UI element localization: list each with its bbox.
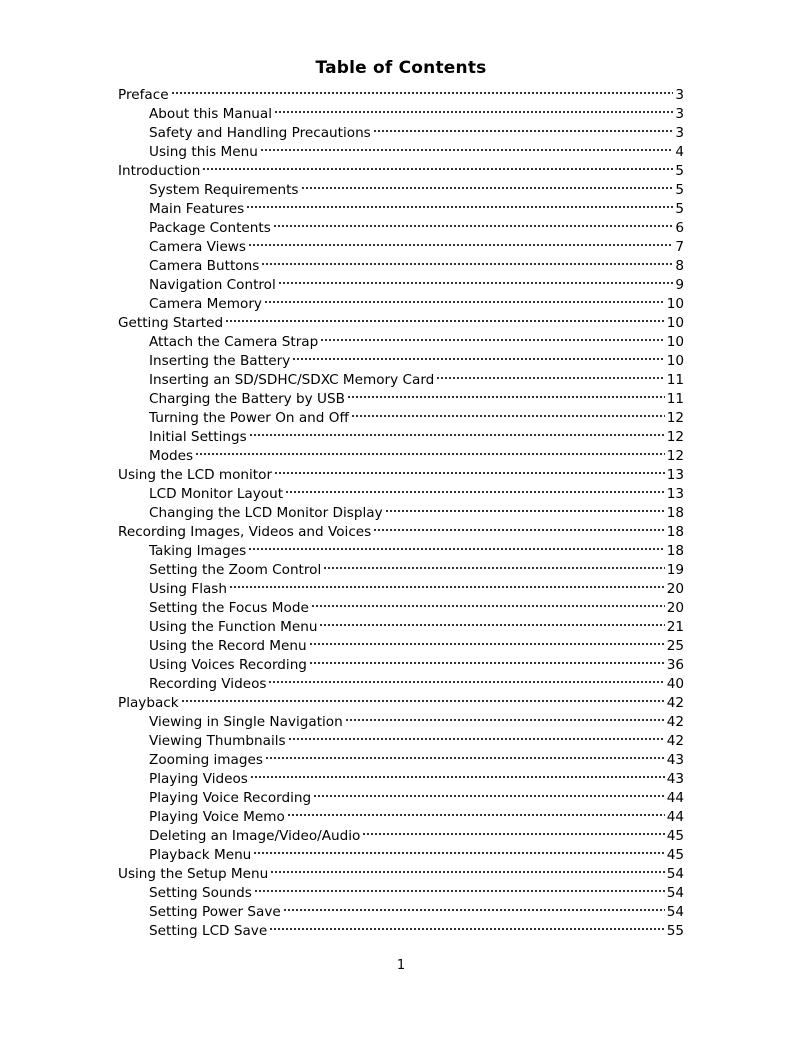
toc-entry-label: Getting Started (118, 315, 224, 331)
toc-section-entry[interactable] (118, 694, 684, 713)
dot-leader (250, 774, 665, 780)
page-title: Table of Contents (315, 58, 487, 78)
toc-entry-page-number: 6 (675, 220, 684, 236)
toc-entry-label: Setting Sounds (149, 885, 252, 901)
toc-entry-page-number: 12 (666, 448, 684, 464)
dot-leader (181, 698, 665, 704)
toc-entry-page-number: 5 (675, 201, 684, 217)
toc-entry-label: System Requirements (149, 182, 299, 198)
toc-entry-label: Using Flash (149, 581, 227, 597)
dot-leader (248, 546, 664, 552)
dot-leader (347, 394, 665, 400)
dot-leader (268, 679, 664, 685)
toc-entry-label: About this Manual (149, 106, 273, 122)
dot-leader (261, 261, 673, 267)
toc-entry-label: Playback Menu (149, 847, 252, 863)
toc-entry-page-number: 45 (666, 828, 684, 844)
toc-entry-label: Inserting the Battery (149, 353, 291, 369)
toc-entry-page-number: 18 (666, 505, 684, 521)
toc-entry-label: Package Contents (149, 220, 271, 236)
dot-leader (283, 907, 665, 913)
dot-leader (385, 508, 665, 514)
dot-leader (249, 432, 665, 438)
toc-entry-page-number: 13 (666, 467, 684, 483)
dot-leader (265, 755, 665, 761)
toc-entry-page-number: 54 (666, 885, 684, 901)
toc-entry-label: Preface (118, 87, 169, 103)
toc-entry-page-number: 10 (666, 315, 684, 331)
toc-entry-page-number: 5 (675, 163, 684, 179)
toc-entry-label: Playback (118, 695, 179, 711)
dot-leader (309, 660, 665, 666)
dot-leader (285, 489, 665, 495)
toc-subsection-entry[interactable] (118, 105, 684, 124)
dot-leader (246, 204, 673, 210)
toc-entry-label: Turning the Power On and Off (149, 410, 349, 426)
toc-entry-label: Setting Power Save (149, 904, 281, 920)
toc-entry-page-number: 36 (666, 657, 684, 673)
toc-entry-label: Deleting an Image/Video/Audio (149, 828, 361, 844)
toc-section-entry[interactable] (118, 86, 684, 105)
dot-leader (436, 375, 664, 381)
dot-leader (351, 413, 665, 419)
toc-subsection-entry[interactable] (118, 333, 684, 352)
dot-leader (229, 584, 665, 590)
dot-leader (171, 90, 674, 96)
toc-subsection-entry[interactable] (118, 124, 684, 143)
dot-leader (225, 318, 665, 324)
toc-subsection-entry[interactable] (118, 561, 684, 580)
toc-entry-page-number: 44 (666, 809, 684, 825)
page-number: 1 (396, 958, 406, 973)
toc-subsection-entry[interactable] (118, 922, 684, 941)
toc-entry-page-number: 42 (666, 714, 684, 730)
dot-leader (278, 280, 674, 286)
toc-entry-page-number: 42 (666, 695, 684, 711)
toc-entry-label: Navigation Control (149, 277, 276, 293)
toc-entry-label: Initial Settings (149, 429, 247, 445)
toc-subsection-entry[interactable] (118, 143, 684, 162)
table-of-contents (118, 86, 684, 941)
toc-subsection-entry[interactable] (118, 827, 684, 846)
toc-entry-label: Playing Videos (149, 771, 248, 787)
dot-leader (273, 223, 674, 229)
toc-entry-label: Using Voices Recording (149, 657, 307, 673)
toc-subsection-entry[interactable] (118, 352, 684, 371)
toc-entry-label: Camera Memory (149, 296, 262, 312)
toc-section-entry[interactable] (118, 466, 684, 485)
toc-entry-page-number: 18 (666, 543, 684, 559)
toc-entry-page-number: 43 (666, 752, 684, 768)
dot-leader (313, 793, 665, 799)
toc-subsection-entry[interactable] (118, 447, 684, 466)
toc-entry-label: Camera Buttons (149, 258, 260, 274)
toc-entry-label: Camera Views (149, 239, 247, 255)
toc-subsection-entry[interactable] (118, 903, 684, 922)
toc-entry-page-number: 10 (666, 353, 684, 369)
dot-leader (195, 451, 665, 457)
toc-entry-page-number: 12 (666, 410, 684, 426)
toc-entry-label: Attach the Camera Strap (149, 334, 319, 350)
dot-leader (274, 470, 665, 476)
toc-subsection-entry[interactable] (118, 884, 684, 903)
toc-entry-page-number: 42 (666, 733, 684, 749)
toc-subsection-entry[interactable] (118, 637, 684, 656)
toc-subsection-entry[interactable] (118, 485, 684, 504)
toc-entry-label: Recording Images, Videos and Voices (118, 524, 372, 540)
toc-entry-label: Setting the Zoom Control (149, 562, 322, 578)
dot-leader (292, 356, 664, 362)
toc-subsection-entry[interactable] (118, 808, 684, 827)
toc-entry-label: Inserting an SD/SDHC/SDXC Memory Card (149, 372, 435, 388)
dot-leader (248, 242, 673, 248)
toc-entry-label: Taking Images (149, 543, 247, 559)
toc-entry-label: Using the Function Menu (149, 619, 318, 635)
toc-subsection-entry[interactable] (118, 846, 684, 865)
toc-subsection-entry[interactable] (118, 789, 684, 808)
toc-entry-page-number: 3 (675, 125, 684, 141)
toc-entry-label: Viewing in Single Navigation (149, 714, 343, 730)
toc-subsection-entry[interactable] (118, 504, 684, 523)
toc-section-entry[interactable] (118, 523, 684, 542)
toc-subsection-entry[interactable] (118, 428, 684, 447)
dot-leader (274, 109, 673, 115)
dot-leader (253, 850, 664, 856)
toc-entry-label: Using the LCD monitor (118, 467, 273, 483)
toc-entry-label: Changing the LCD Monitor Display (149, 505, 383, 521)
toc-subsection-entry[interactable] (118, 751, 684, 770)
toc-entry-page-number: 20 (666, 581, 684, 597)
dot-leader (319, 622, 664, 628)
toc-subsection-entry[interactable] (118, 181, 684, 200)
toc-entry-page-number: 3 (675, 106, 684, 122)
dot-leader (260, 147, 674, 153)
toc-entry-page-number: 19 (666, 562, 684, 578)
toc-subsection-entry[interactable] (118, 409, 684, 428)
toc-section-entry[interactable] (118, 314, 684, 333)
toc-subsection-entry[interactable] (118, 257, 684, 276)
dot-leader (270, 869, 664, 875)
dot-leader (320, 337, 664, 343)
toc-entry-page-number: 45 (666, 847, 684, 863)
toc-entry-page-number: 9 (675, 277, 684, 293)
toc-entry-label: LCD Monitor Layout (149, 486, 284, 502)
toc-entry-label: Main Features (149, 201, 245, 217)
toc-entry-label: Using this Menu (149, 144, 258, 160)
toc-subsection-entry[interactable] (118, 580, 684, 599)
toc-subsection-entry[interactable] (118, 390, 684, 409)
toc-entry-page-number: 12 (666, 429, 684, 445)
toc-entry-page-number: 5 (675, 182, 684, 198)
toc-subsection-entry[interactable] (118, 713, 684, 732)
toc-subsection-entry[interactable] (118, 295, 684, 314)
toc-entry-page-number: 10 (666, 334, 684, 350)
toc-entry-page-number: 18 (666, 524, 684, 540)
toc-subsection-entry[interactable] (118, 542, 684, 561)
dot-leader (323, 565, 664, 571)
toc-subsection-entry[interactable] (118, 656, 684, 675)
toc-entry-label: Charging the Battery by USB (149, 391, 345, 407)
toc-subsection-entry[interactable] (118, 675, 684, 694)
toc-subsection-entry[interactable] (118, 371, 684, 390)
dot-leader (362, 831, 664, 837)
toc-entry-label: Setting the Focus Mode (149, 600, 309, 616)
toc-subsection-entry[interactable] (118, 770, 684, 789)
toc-subsection-entry[interactable] (118, 599, 684, 618)
dot-leader (373, 128, 674, 134)
toc-entry-page-number: 11 (666, 391, 684, 407)
toc-entry-page-number: 13 (666, 486, 684, 502)
toc-entry-page-number: 10 (666, 296, 684, 312)
toc-entry-label: Recording Videos (149, 676, 267, 692)
toc-subsection-entry[interactable] (118, 618, 684, 637)
dot-leader (202, 166, 673, 172)
dot-leader (373, 527, 664, 533)
toc-entry-page-number: 7 (675, 239, 684, 255)
dot-leader (301, 185, 674, 191)
toc-entry-label: Introduction (118, 163, 201, 179)
toc-entry-label: Zooming images (149, 752, 263, 768)
dot-leader (311, 603, 665, 609)
toc-subsection-entry[interactable] (118, 200, 684, 219)
toc-entry-page-number: 40 (666, 676, 684, 692)
toc-entry-page-number: 4 (675, 144, 684, 160)
toc-entry-page-number: 8 (675, 258, 684, 274)
dot-leader (309, 641, 665, 647)
dot-leader (288, 736, 665, 742)
toc-entry-label: Modes (149, 448, 194, 464)
toc-entry-page-number: 11 (666, 372, 684, 388)
toc-entry-label: Safety and Handling Precautions (149, 125, 371, 141)
toc-entry-page-number: 3 (675, 87, 684, 103)
toc-subsection-entry[interactable] (118, 238, 684, 257)
toc-entry-page-number: 43 (666, 771, 684, 787)
toc-subsection-entry[interactable] (118, 276, 684, 295)
toc-entry-label: Using the Setup Menu (118, 866, 269, 882)
toc-entry-page-number: 44 (666, 790, 684, 806)
dot-leader (345, 717, 665, 723)
dot-leader (269, 926, 664, 932)
toc-entry-label: Playing Voice Memo (149, 809, 285, 825)
toc-section-entry[interactable] (118, 162, 684, 181)
toc-entry-label: Viewing Thumbnails (149, 733, 286, 749)
dot-leader (264, 299, 665, 305)
toc-entry-page-number: 54 (666, 904, 684, 920)
toc-entry-page-number: 54 (666, 866, 684, 882)
toc-entry-label: Using the Record Menu (149, 638, 307, 654)
toc-entry-page-number: 25 (666, 638, 684, 654)
dot-leader (287, 812, 665, 818)
toc-subsection-entry[interactable] (118, 219, 684, 238)
dot-leader (254, 888, 665, 894)
toc-subsection-entry[interactable] (118, 732, 684, 751)
toc-entry-page-number: 20 (666, 600, 684, 616)
toc-entry-label: Setting LCD Save (149, 923, 268, 939)
toc-entry-page-number: 55 (666, 923, 684, 939)
toc-entry-label: Playing Voice Recording (149, 790, 312, 806)
toc-section-entry[interactable] (118, 865, 684, 884)
toc-entry-page-number: 21 (666, 619, 684, 635)
